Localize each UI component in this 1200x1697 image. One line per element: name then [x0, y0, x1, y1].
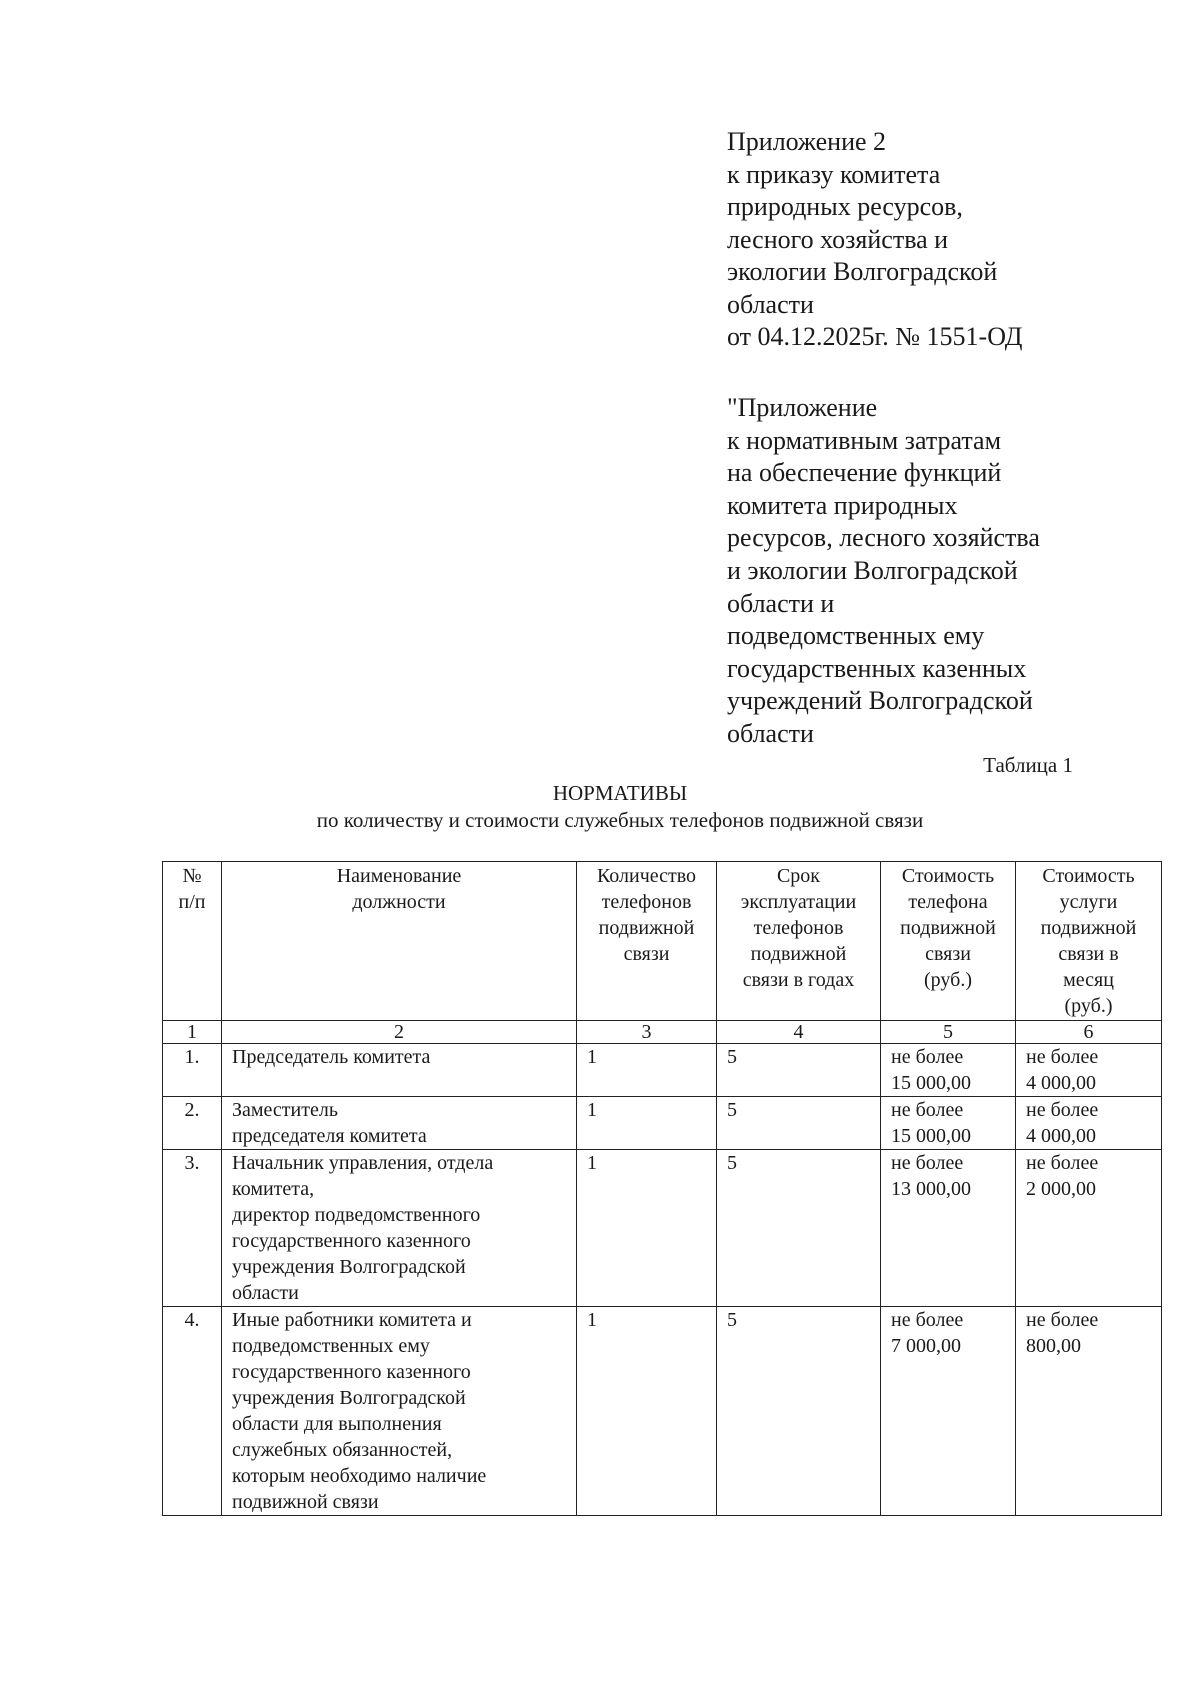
quoted-appendix-line: и экологии Волгоградской: [727, 555, 1018, 585]
service-years: 5: [717, 1307, 881, 1516]
phone-count: 1: [577, 1097, 717, 1150]
table-header-row: [163, 862, 1162, 1021]
header-cell-phone-cost: Стоимость телефона подвижной связи (руб.): [881, 862, 1016, 1021]
table-row: [163, 1044, 1162, 1097]
header-cell-number: № п/п: [163, 862, 222, 1021]
phone-count: 1: [577, 1307, 717, 1516]
header-cell-service-cost: Стоимость услуги подвижной связи в месяц (руб.): [1016, 862, 1162, 1021]
header-cell-phone-count: Количество телефонов подвижной связи: [577, 862, 717, 1021]
quoted-appendix-line: ресурсов, лесного хозяйства: [727, 523, 1040, 553]
column-number: 3: [577, 1021, 717, 1044]
column-number: 4: [717, 1021, 881, 1044]
appendix-line: области: [727, 289, 814, 319]
quoted-appendix-line: учреждений Волгоградской: [727, 686, 1033, 716]
table-row: [163, 1097, 1162, 1150]
appendix-line: Приложение 2: [727, 127, 887, 156]
phone-cost: не более 15 000,00: [881, 1097, 1016, 1150]
phone-count: 1: [577, 1044, 717, 1097]
quoted-appendix-line: области и: [727, 588, 835, 618]
appendix-line: к приказу комитета: [727, 159, 941, 189]
quoted-appendix-line: комитета природных: [727, 490, 958, 520]
table-row: [163, 1150, 1162, 1307]
position-name: Председатель комитета: [222, 1044, 577, 1097]
phone-count: 1: [577, 1150, 717, 1307]
table-label: Таблица 1: [983, 753, 1073, 777]
phone-cost: не более 13 000,00: [881, 1150, 1016, 1307]
table-row: [163, 1307, 1162, 1516]
quoted-appendix-line: "Приложение: [727, 393, 878, 422]
phone-cost: не более 15 000,00: [881, 1044, 1016, 1097]
document-heading: НОРМАТИВЫ: [552, 781, 688, 805]
position-name: Начальник управления, отдела комитета, директор подведомственного государственного казенного учреждения Волгоградской области: [222, 1150, 577, 1307]
header-cell-service-life: Срок эксплуатации телефонов подвижной связи в годах: [717, 862, 881, 1021]
phone-cost: не более 7 000,00: [881, 1307, 1016, 1516]
row-number: 4.: [163, 1307, 222, 1516]
quoted-appendix-line: на обеспечение функций: [727, 458, 1002, 488]
column-number: 6: [1016, 1021, 1162, 1044]
quoted-appendix-line: области: [727, 718, 814, 748]
appendix-header: [727, 126, 1147, 354]
service-cost: не более 2 000,00: [1016, 1150, 1162, 1307]
position-name: Заместитель председателя комитета: [222, 1097, 577, 1150]
position-name: Иные работники комитета и подведомственных ему государственного казенного учреждения Волгоградской области для выполнения служебных обязанностей, которым необходимо наличие подвижной связи: [222, 1307, 577, 1516]
service-cost: не более 4 000,00: [1016, 1097, 1162, 1150]
quoted-appendix-line: подведомственных ему: [727, 621, 985, 651]
appendix-line: лесного хозяйства и: [727, 224, 949, 254]
row-number: 1.: [163, 1044, 222, 1097]
appendix-line: природных ресурсов,: [727, 192, 963, 221]
header-cell-position: Наименование должности: [222, 862, 577, 1021]
column-number: 5: [881, 1021, 1016, 1044]
document-subheading: по количеству и стоимости служебных телефонов подвижной связи: [316, 808, 924, 832]
service-cost: не более 4 000,00: [1016, 1044, 1162, 1097]
appendix-line: экологии Волгоградской: [727, 257, 998, 286]
quoted-appendix-line: государственных казенных: [727, 653, 1027, 683]
column-number: 1: [163, 1021, 222, 1044]
norms-table: [162, 861, 1162, 1516]
quoted-appendix-header: [727, 392, 1147, 751]
service-cost: не более 800,00: [1016, 1307, 1162, 1516]
column-number: 2: [222, 1021, 577, 1044]
row-number: 2.: [163, 1097, 222, 1150]
column-number-row: [163, 1021, 1162, 1044]
appendix-line: от 04.12.2025г. № 1551-ОД: [727, 322, 1023, 351]
service-years: 5: [717, 1097, 881, 1150]
service-years: 5: [717, 1044, 881, 1097]
service-years: 5: [717, 1150, 881, 1307]
quoted-appendix-line: к нормативным затратам: [727, 425, 1002, 455]
row-number: 3.: [163, 1150, 222, 1307]
